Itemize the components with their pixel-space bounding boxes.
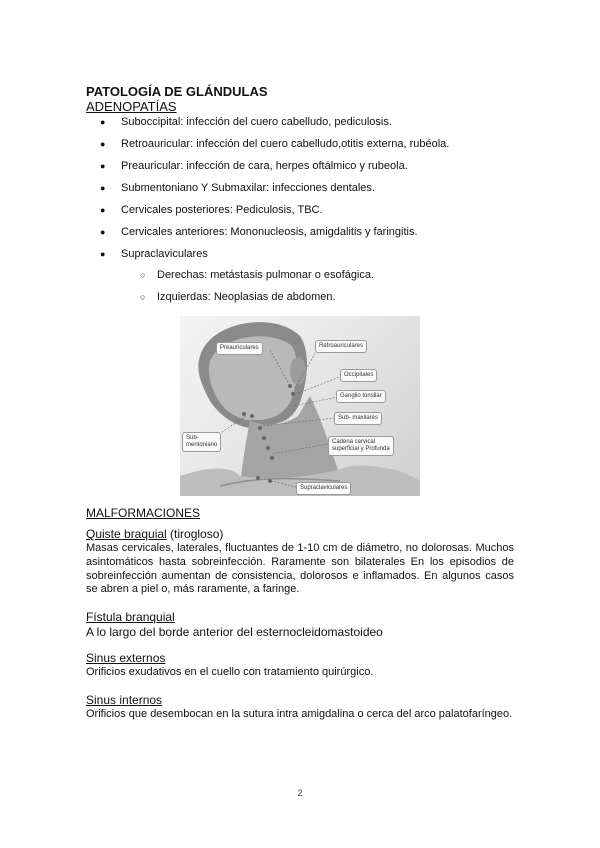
page-number: 2 [297, 788, 303, 798]
label-cadena-cervical: Cadena cervical superficial y Profunda [328, 436, 394, 456]
list-item: ● Preauricular: infección de cara, herpes oftálmico y rubeola. [100, 159, 540, 181]
list-item: ● Retroauricular: infección del cuero cabelludo,otitis externa, rubéola. [100, 137, 540, 159]
section-heading-adenopatias: ADENOPATÍAS [86, 99, 177, 114]
supraclaviculares-sublist [140, 268, 374, 312]
sub-list-item: ○ Izquierdas: Neoplasias de abdomen. [140, 290, 374, 312]
list-item: ● Cervicales posteriores: Pediculosis, TBC. [100, 203, 540, 225]
quiste-heading-suffix: (tirogloso) [166, 527, 224, 541]
label-occipitales: Occipitales [340, 369, 377, 382]
lymph-nodes-illustration [180, 316, 420, 496]
quiste-heading [86, 527, 223, 541]
label-supraclaviculares: Supraclaviculares [296, 482, 351, 495]
quiste-paragraph: Masas cervicales, laterales, fluctuantes de 1-10 cm de diámetro, no dolorosas. Muchos asintomáticos hasta sobreinfección. Raramente son bilaterales En los episodios de sobreinfección aumentan de consistencia, dolorosos e inflamados. En algunos casos se abren a piel o, más raramente, a faringe. [86, 542, 514, 596]
list-item: ● Suboccipital: infección del cuero cabelludo, pediculosis. [100, 115, 540, 137]
section-heading-malformaciones: MALFORMACIONES [86, 506, 201, 520]
label-retroauriculares: Retroauriculares [315, 340, 367, 353]
sinus-externos-heading: Sinus externos [86, 651, 166, 665]
label-submentoniano: Sub- mentoniano [182, 432, 221, 452]
sinus-internos-heading: Sinus internos [86, 693, 163, 707]
sub-list-item: ○ Derechas: metástasis pulmonar o esofágica. [140, 268, 374, 290]
sinus-internos-paragraph: Orificios que desembocan en la sutura intra amigdalina o cerca del arco palatofaríngeo. [86, 708, 513, 720]
list-item: ● Submentoniano Y Submaxilar: infecciones dentales. [100, 181, 540, 203]
adenopatias-list [100, 115, 540, 269]
fistula-heading: Fístula branquial [86, 610, 175, 624]
sinus-externos-paragraph: Orificios exudativos en el cuello con tratamiento quirúrgico. [86, 666, 374, 678]
list-item: ● Cervicales anteriores: Mononucleosis, amigdalitis y faringitis. [100, 225, 540, 247]
list-item: ● Supraclaviculares [100, 247, 540, 269]
fistula-paragraph: A lo largo del borde anterior del esternocleidomastoideo [86, 625, 383, 639]
label-preauriculares: Preauriculares [216, 342, 263, 355]
page-title: PATOLOGÍA DE GLÁNDULAS [86, 84, 268, 99]
label-ganglio-tonsilar: Ganglio tonsilar [336, 390, 386, 403]
quiste-heading-underlined: Quiste braquial [86, 527, 167, 541]
label-submaxilares: Sub- maxilares [334, 412, 382, 425]
